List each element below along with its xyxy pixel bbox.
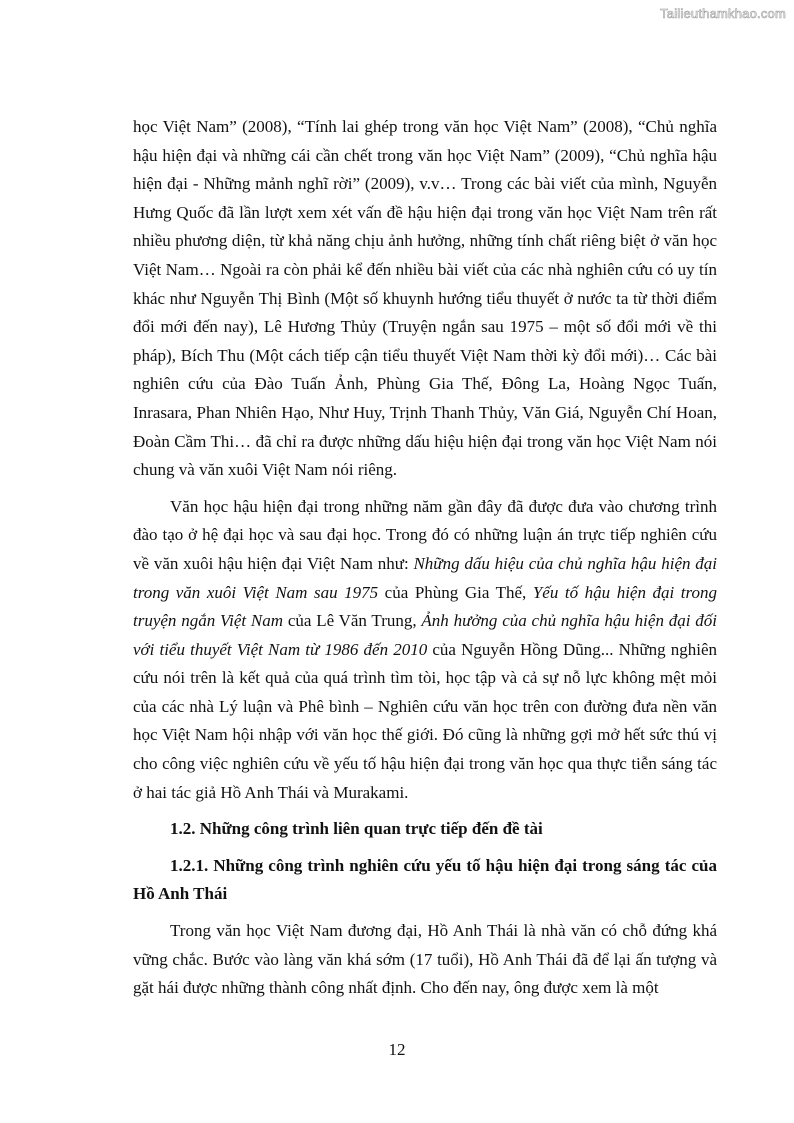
- section-heading-1-2: 1.2. Những công trình liên quan trực tiếp đến đề tài: [170, 819, 543, 839]
- paragraph-2-text-2: của Phùng Gia Thế,: [378, 582, 533, 602]
- watermark: Tailieuthamkhao.com: [660, 6, 786, 21]
- paragraph-2-text-1: Văn học hậu hiện đại trong những năm gần đây đã được đưa vào chương trình đào tạo ở hệ đại học và sau đại học. Trong đó có những luận án trực tiếp nghiên cứu về văn xuôi hậu hiện đại Việt Nam như:: [133, 496, 717, 573]
- thesis-title-2: Yếu tố hậu hiện đại trong truyện ngắn Việt Nam: [133, 582, 717, 631]
- page-number: 12: [388, 1040, 406, 1059]
- page-body: [133, 113, 717, 1011]
- section-heading-1-2-1: 1.2.1. Những công trình nghiên cứu yếu tố hậu hiện đại trong sáng tác của Hồ Anh Thái: [133, 855, 717, 904]
- paragraph-2-text-3: của Lê Văn Trung,: [283, 611, 422, 631]
- paragraph-3: Trong văn học Việt Nam đương đại, Hồ Anh Thái là nhà văn có chỗ đứng khá vững chắc. Bước vào làng văn khá sớm (17 tuổi), Hồ Anh Thái đã để lại ấn tượng và gặt hái được những thành công nhất định. Cho đến nay, ông được xem là một: [133, 921, 717, 998]
- thesis-title-3: Ảnh hưởng của chủ nghĩa hậu hiện đại đối với tiểu thuyết Việt Nam từ 1986 đến 2010: [133, 611, 717, 659]
- paragraph-1: học Việt Nam” (2008), “Tính lai ghép trong văn học Việt Nam” (2008), “Chủ nghĩa hậu hiện đại và những cái cần chết trong văn học Việt Nam” (2009), “Chủ nghĩa hậu hiện đại - Những mảnh nghĩ rời” (2009), v.v… Trong các bài viết của mình, Nguyễn Hưng Quốc đã lần lượt xem xét vấn đề hậu hiện đại trong văn học Việt Nam trên rất nhiều phương diện, từ khả năng chịu ảnh hưởng, những tính chất riêng biệt ở văn học Việt Nam… Ngoài ra còn phải kể đến nhiều bài viết của các nhà nghiên cứu có uy tín khác như Nguyễn Thị Bình (Một số khuynh hướng tiểu thuyết ở nước ta từ thời điểm đổi mới đến nay), Lê Hương Thủy (Truyện ngắn sau 1975 – một số đổi mới về thi pháp), Bích Thu (Một cách tiếp cận tiểu thuyết Việt Nam thời kỳ đổi mới)… Các bài nghiên cứu của Đào Tuấn Ảnh, Phùng Gia Thế, Đông La, Hoàng Ngọc Tuấn, Inrasara, Phan Nhiên Hạo, Như Huy, Trịnh Thanh Thủy, Văn Giá, Nguyễn Chí Hoan, Đoàn Cầm Thi… đã chỉ ra được những dấu hiệu hiện đại trong văn học Việt Nam nói chung và văn xuôi Việt Nam nói riêng.: [133, 117, 717, 480]
- thesis-title-1: Những dấu hiệu của chủ nghĩa hậu hiện đại trong văn xuôi Việt Nam sau 1975: [133, 553, 717, 602]
- paragraph-2: [133, 493, 717, 808]
- paragraph-2-text-4: của Nguyễn Hồng Dũng... Những nghiên cứu nói trên là kết quả của quá trình tìm tòi, học tập và cả sự nỗ lực không mệt mỏi của các nhà Lý luận và Phê bình – Nghiên cứu văn học trên con đường đưa nền văn học Việt Nam hội nhập với văn học thế giới. Đó cũng là những gợi mở hết sức thú vị cho công việc nghiên cứu về yếu tố hậu hiện đại trong văn học qua thực tiễn sáng tác ở hai tác giả Hồ Anh Thái và Murakami.: [133, 639, 717, 802]
